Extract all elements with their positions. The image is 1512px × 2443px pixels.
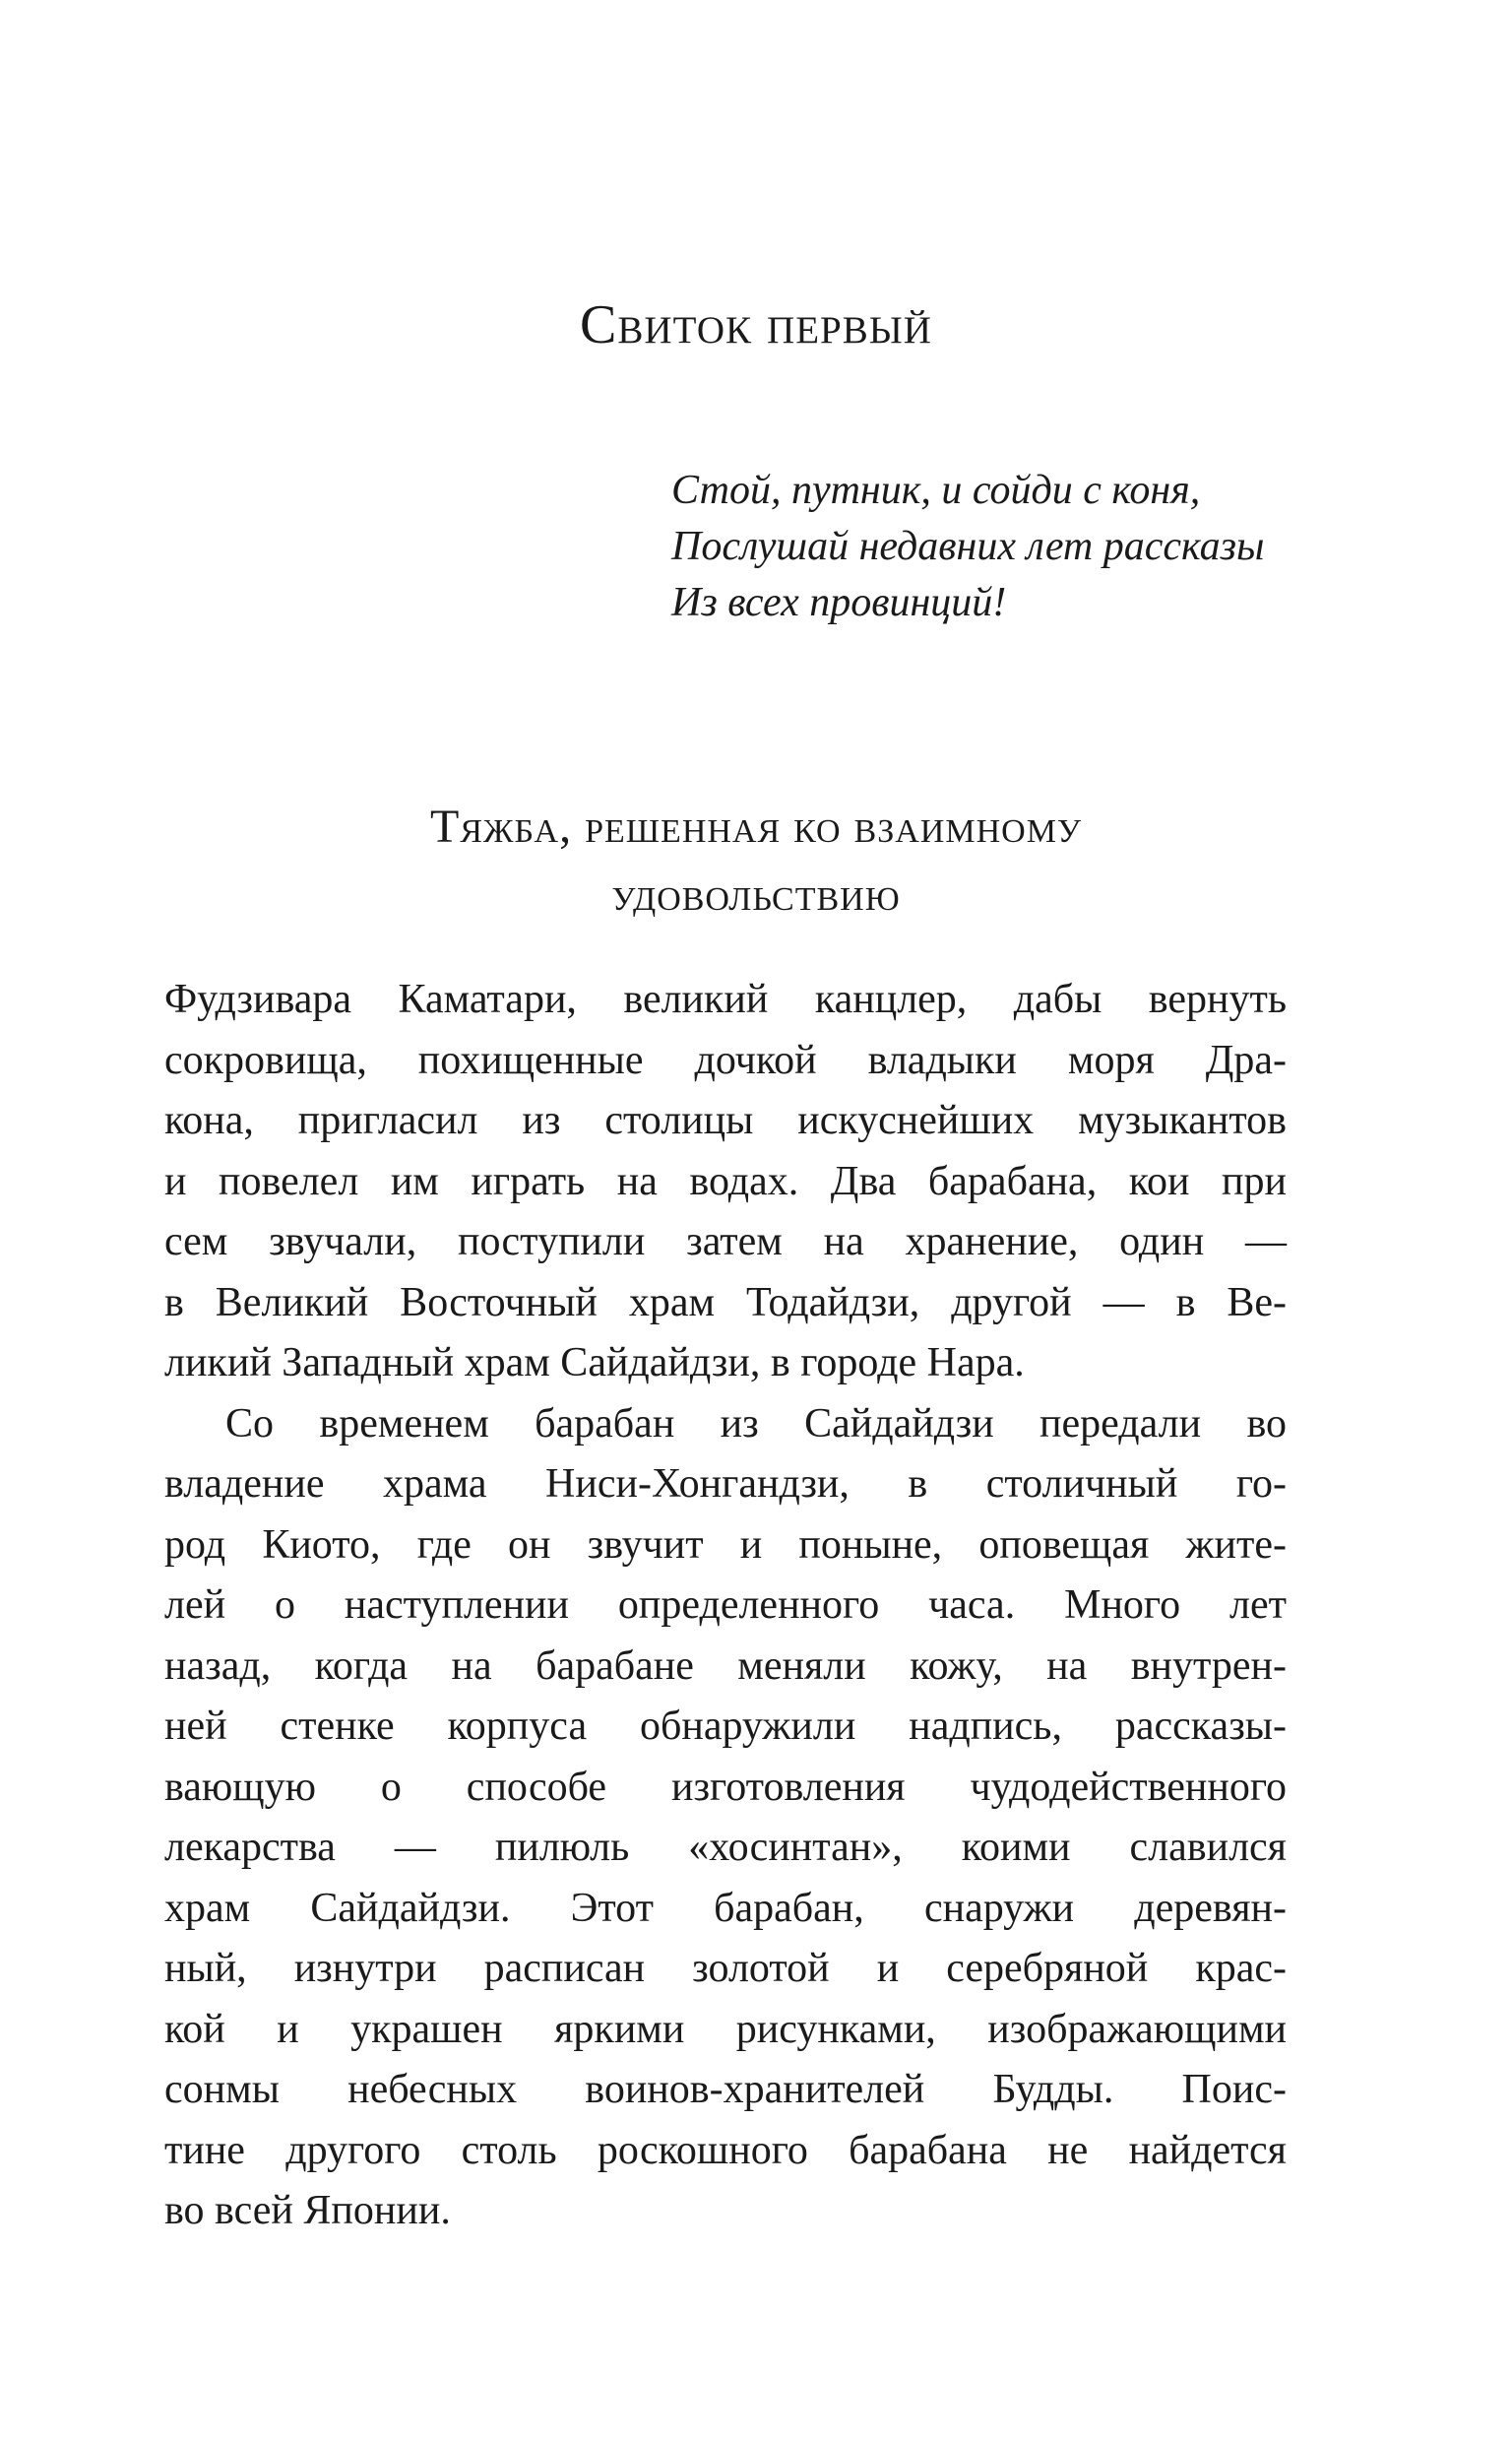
chapter-title-line: Тяжба, решенная ко взаимному (429, 801, 1083, 853)
text-line: лей о наступлении определенного часа. Много лет (164, 1582, 1287, 1628)
text-line: назад, когда на барабане меняли кожу, на внутрен- (164, 1642, 1287, 1689)
text-line: храм Сайдайдзи. Этот барабан, снаружи деревян- (164, 1885, 1287, 1931)
text-line: во всей Японии. (164, 2188, 451, 2233)
text-line: кона, пригласил из столицы искуснейших музыкантов (164, 1098, 1287, 1143)
text-line: лекарства — пилюль «хосинтан», коими славился (164, 1825, 1287, 1870)
book-title: Свиток первый (580, 294, 932, 355)
text-line: кой и украшен яркими рисунками, изображающими (164, 2006, 1287, 2052)
paragraph-1 (164, 970, 1287, 1394)
text-line: род Киото, где он звучит и поныне, оповещая жите- (164, 1521, 1287, 1568)
epigraph-line: Послушай недавних лет рассказы (671, 524, 1265, 569)
chapter-title-line: удовольствию (611, 868, 901, 921)
text-line: вающую о способе изготовления чудодейственного (164, 1764, 1287, 1810)
text-line: сокровища, похищенные дочкой владыки моря Дра- (164, 1037, 1287, 1083)
text-line: ный, изнутри расписан золотой и серебряной крас- (164, 1946, 1287, 1991)
chapter-title (0, 793, 1512, 929)
epigraph-line: Стой, путник, и сойди с коня, (671, 468, 1201, 513)
body-text (164, 970, 1287, 2242)
epigraph (671, 463, 1419, 631)
text-line: тине другого столь роскошного барабана не найдется (164, 2127, 1287, 2173)
text-line: Со временем барабан из Сайдайдзи передали во (225, 1400, 1287, 1447)
text-line: в Великий Восточный храм Тодайдзи, другой — в Ве- (164, 1279, 1287, 1325)
text-line: и повелел им играть на водах. Два барабана, кои при (164, 1158, 1287, 1204)
text-line: Фудзивара Каматари, великий канцлер, дабы вернуть (164, 977, 1287, 1022)
paragraph-2 (164, 1394, 1287, 2242)
text-line: сем звучали, поступили затем на хранение, один — (164, 1219, 1287, 1264)
text-line: ликий Западный храм Сайдайдзи, в городе Нара. (164, 1340, 1025, 1385)
text-line: ней стенке корпуса обнаружили надпись, рассказы- (164, 1704, 1287, 1749)
text-line: владение храма Ниси-Хонгандзи, в столичный го- (164, 1461, 1287, 1507)
epigraph-line: Из всех провинций! (671, 580, 1007, 625)
text-line: сонмы небесных воинов-хранителей Будды. Поис- (164, 2067, 1287, 2112)
